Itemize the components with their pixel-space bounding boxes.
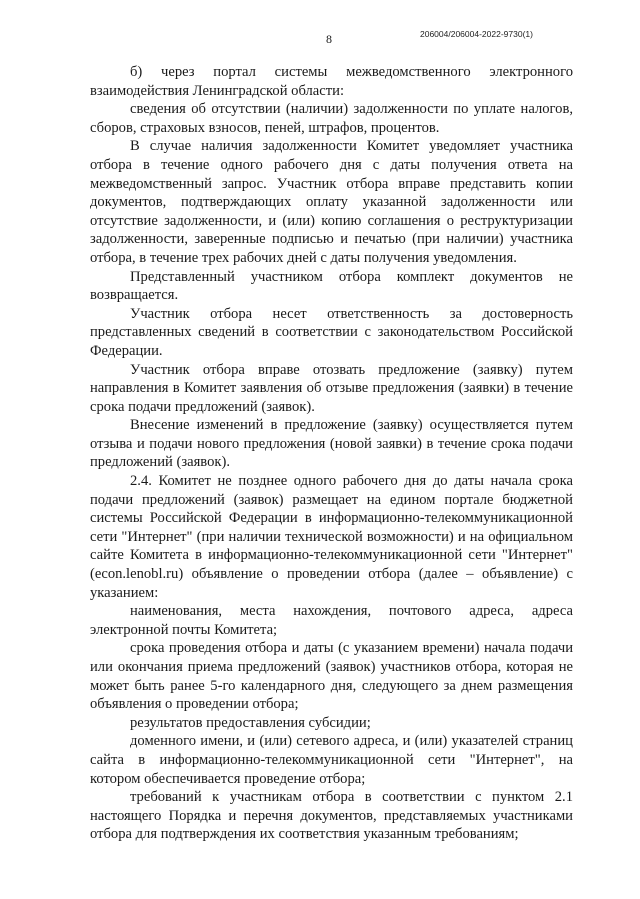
paragraph-committee-address: наименования, места нахождения, почтового адреса, адреса электронной почты Комитета;	[90, 603, 573, 638]
paragraph-withdraw-application: Участник отбора вправе отозвать предложение (заявку) путем направления в Комитет заявления об отзыве предложения (заявки) в течение срока подачи предложений (заявок).	[90, 361, 573, 415]
paragraph-portal-interaction: б) через портал системы межведомственного электронного взаимодействия Ленинградской области:	[90, 64, 573, 99]
paragraph-selection-deadline: срока проведения отбора и даты (с указанием времени) начала подачи или окончания приема предложений (заявок) участников отбора, которая не может быть ранее 5-го календарного дня, следующего за днем размещения объявления о проведении отбора;	[90, 640, 573, 713]
paragraph-documents-not-returned: Представленный участником отбора комплект документов не возвращается.	[90, 268, 573, 304]
paragraph-debt-info: сведения об отсутствии (наличии) задолженности по уплате налогов, сборов, страховых взносов, пеней, штрафов, процентов.	[90, 101, 573, 136]
paragraph-application-changes: Внесение изменений в предложение (заявку) осуществляется путем отзыва и подачи нового предложения (новой заявки) в течение срока подачи предложений (заявок).	[90, 417, 573, 471]
paragraph-participant-requirements: требований к участникам отбора в соответствии с пунктом 2.1 настоящего Порядка и перечня документов, представляемых участниками отбора для подтверждения их соответствия указанным требованиям;	[90, 789, 573, 843]
document-body	[90, 63, 573, 844]
paragraph-domain-name: доменного имени, и (или) сетевого адреса, и (или) указателей страниц сайта в информационно-телекоммуникационной сети "Интернет", на котором обеспечивается проведение отбора;	[90, 733, 573, 787]
paragraph-section-2-4: 2.4. Комитет не позднее одного рабочего дня до даты начала срока подачи предложений (заявок) размещает на едином портале бюджетной системы Российской Федерации в информационно-телекоммуникационной сети "Интернет" (при наличии технической возможности) и на официальном сайте Комитета в информационно-телекоммуникационной сети "Интернет" (econ.lenobl.ru) объявление о проведении отбора (далее – объявление) с указанием:	[90, 473, 573, 601]
paragraph-subsidy-results: результатов предоставления субсидии;	[130, 714, 371, 731]
page-number: 8	[326, 32, 332, 46]
document-id: 206004/206004-2022-9730(1)	[420, 29, 533, 39]
paragraph-debt-notice: В случае наличия задолженности Комитет уведомляет участника отбора в течение одного рабочего дня с даты получения ответа на межведомственный запрос. Участник отбора вправе представить копии документов, подтверждающих оплату указанной задолженности или отсутствие задолженности, и (или) копию соглашения о реструктуризации задолженности, заверенные подписью и печатью (при наличии) участника отбора, в течение трех рабочих дней с даты получения уведомления.	[90, 138, 573, 266]
paragraph-responsibility: Участник отбора несет ответственность за достоверность представленных сведений в соответствии с законодательством Российской Федерации.	[90, 305, 573, 359]
